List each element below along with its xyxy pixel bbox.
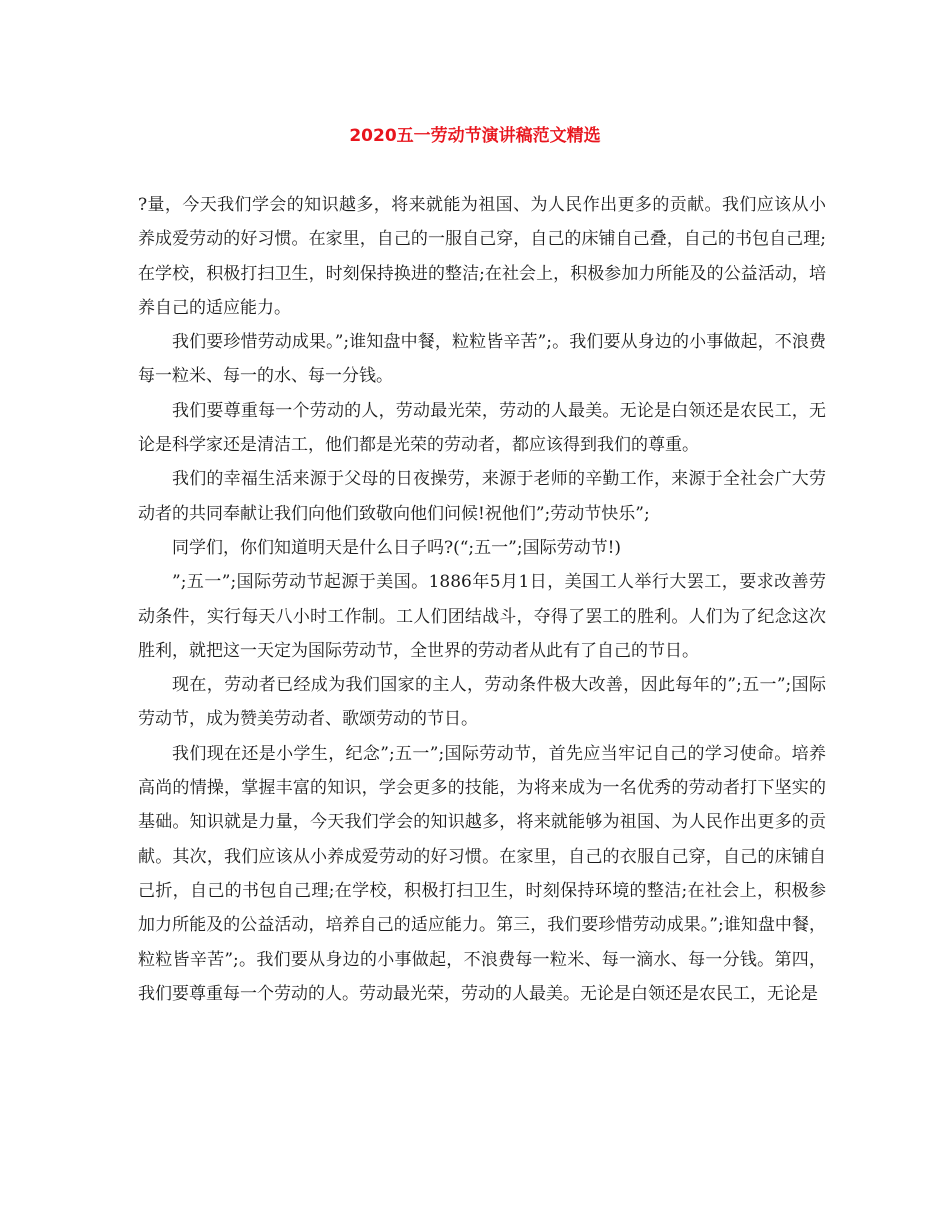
document-title: 2020五一劳动节演讲稿范文精选	[349, 126, 601, 146]
paragraph: 我们要尊重每一个劳动的人，劳动最光荣，劳动的人最美。无论是白领还是农民工，无论是科学家还是清洁工，他们都是光荣的劳动者，都应该得到我们的尊重。	[138, 400, 826, 456]
paragraph: 现在，劳动者已经成为我们国家的主人，劳动条件极大改善，因此每年的”;五一”;国际劳动节，成为赞美劳动者、歌颂劳动的节日。	[138, 675, 826, 730]
paragraph: 我们现在还是小学生，纪念”;五一”;国际劳动节，首先应当牢记自己的学习使命。培养高尚的情操，掌握丰富的知识，学会更多的技能，为将来成为一名优秀的劳动者打下坚实的基础。知识就是力量，今天我们学会的知识越多，将来就能够为祖国、为人民作出更多的贡献。其次，我们应该从小养成爱劳动的好习惯。在家里，自己的衣服自己穿，自己的床铺自己折，自己的书包自己理;在学校，积极打扫卫生，时刻保持环境的整洁;在社会上，积极参加力所能及的公益活动，培养自己的适应能力。第三，我们要珍惜劳动成果。”;谁知盘中餐，粒粒皆辛苦”;。我们要从身边的小事做起，不浪费每一粒米、每一滴水、每一分钱。第四，我们要尊重每一个劳动的人。劳动最光荣，劳动的人最美。无论是白领还是农民工，无论是	[138, 743, 826, 1004]
document-body	[138, 188, 826, 1011]
paragraph: ?量，今天我们学会的知识越多，将来就能为祖国、为人民作出更多的贡献。我们应该从小养成爱劳动的好习惯。在家里，自己的一服自己穿，自己的床铺自己叠，自己的书包自己理;在学校，积极打扫卫生，时刻保持换进的整洁;在社会上，积极参加力所能及的公益活动，培养自己的适应能力。	[138, 195, 826, 318]
paragraph: 同学们，你们知道明天是什么日子吗?(“;五一”;国际劳动节!)	[172, 537, 622, 558]
paragraph: 我们要珍惜劳动成果。”;谁知盘中餐，粒粒皆辛苦”;。我们要从身边的小事做起，不浪费每一粒米、每一的水、每一分钱。	[138, 332, 826, 387]
paragraph: 我们的幸福生活来源于父母的日夜操劳，来源于老师的辛勤工作，来源于全社会广大劳动者的共同奉献让我们向他们致敬向他们问候!祝他们”;劳动节快乐”;	[138, 469, 826, 524]
paragraph: ”;五一”;国际劳动节起源于美国。1886年5月1日，美国工人举行大罢工，要求改善劳动条件，实行每天八小时工作制。工人们团结战斗，夺得了罢工的胜利。人们为了纪念这次胜利，就把这一天定为国际劳动节，全世界的劳动者从此有了自己的节日。	[138, 572, 826, 661]
